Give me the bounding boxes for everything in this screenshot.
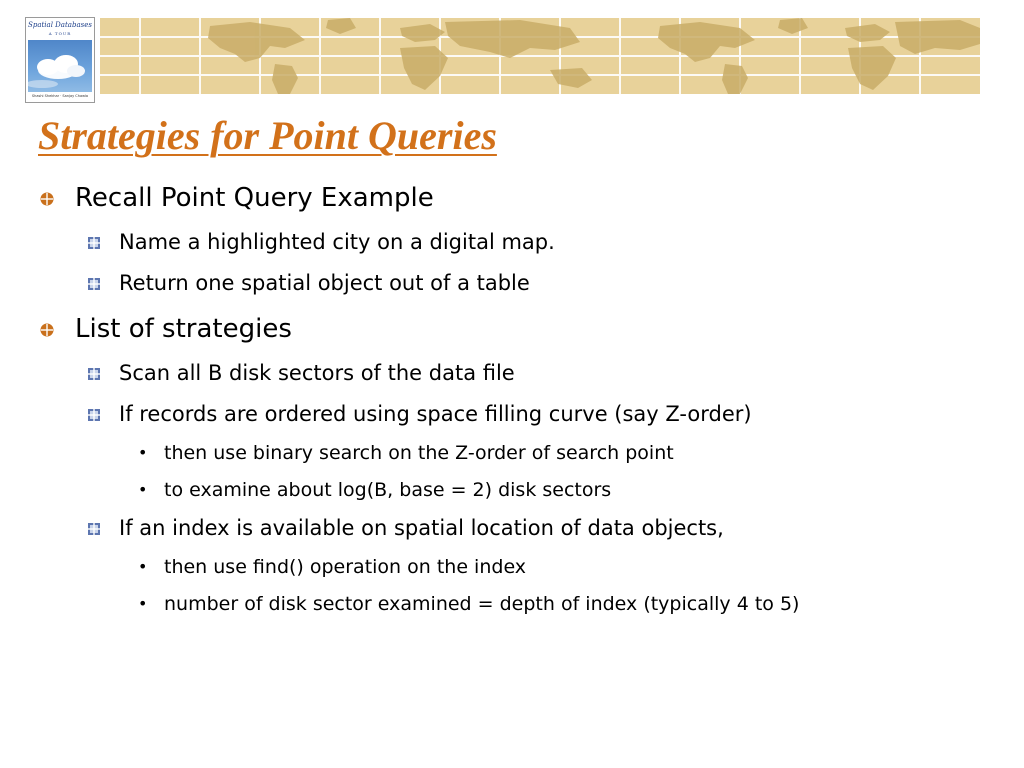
bullet-text: List of strategies [75, 314, 292, 344]
square-cross-bullet-icon [88, 237, 100, 249]
sub-bullet-text: Name a highlighted city on a digital map. [119, 230, 555, 254]
bullet-text: Recall Point Query Example [75, 183, 434, 213]
sub-bullet-item [88, 270, 530, 296]
dot-bullet-icon: • [138, 557, 148, 576]
dot-bullet-icon: • [138, 480, 148, 499]
sub-sub-bullet-item [138, 555, 526, 579]
dot-bullet-icon: • [138, 594, 148, 613]
sub-bullet-text: If records are ordered using space filling curve (say Z-order) [119, 402, 752, 426]
sub-sub-bullet-text: then use find() operation on the index [164, 556, 527, 578]
sub-bullet-text: If an index is available on spatial location of data objects, [119, 516, 724, 540]
square-cross-bullet-icon [88, 278, 100, 290]
sub-sub-bullet-item [138, 592, 799, 616]
slide-title: Strategies for Point Queries [38, 113, 497, 158]
book-cover-subtitle: A TOUR [48, 31, 72, 36]
book-cover-authors: Shashi Shekhar · Sanjay Chawla [31, 94, 89, 98]
sub-sub-bullet-item [138, 441, 674, 465]
square-cross-bullet-icon [88, 368, 100, 380]
sub-sub-bullet-item [138, 478, 611, 502]
bullet-item [40, 313, 292, 345]
bullet-item [40, 182, 434, 214]
sub-sub-bullet-text: number of disk sector examined = depth of index (typically 4 to 5) [164, 593, 800, 615]
square-cross-bullet-icon [88, 409, 100, 421]
book-cover-title: Spatial Databases [28, 21, 92, 29]
square-cross-bullet-icon [88, 523, 100, 535]
sub-sub-bullet-text: then use binary search on the Z-order of search point [164, 442, 674, 464]
circle-cross-bullet-icon [40, 323, 54, 337]
sub-bullet-item [88, 229, 555, 255]
sub-sub-bullet-text: to examine about log(B, base = 2) disk sectors [164, 479, 612, 501]
sub-bullet-text: Scan all B disk sectors of the data file [119, 361, 515, 385]
sub-bullet-item [88, 515, 724, 541]
sub-bullet-item [88, 360, 515, 386]
dot-bullet-icon: • [138, 443, 148, 462]
sub-bullet-item [88, 401, 752, 427]
sub-bullet-text: Return one spatial object out of a table [119, 271, 530, 295]
circle-cross-bullet-icon [40, 192, 54, 206]
